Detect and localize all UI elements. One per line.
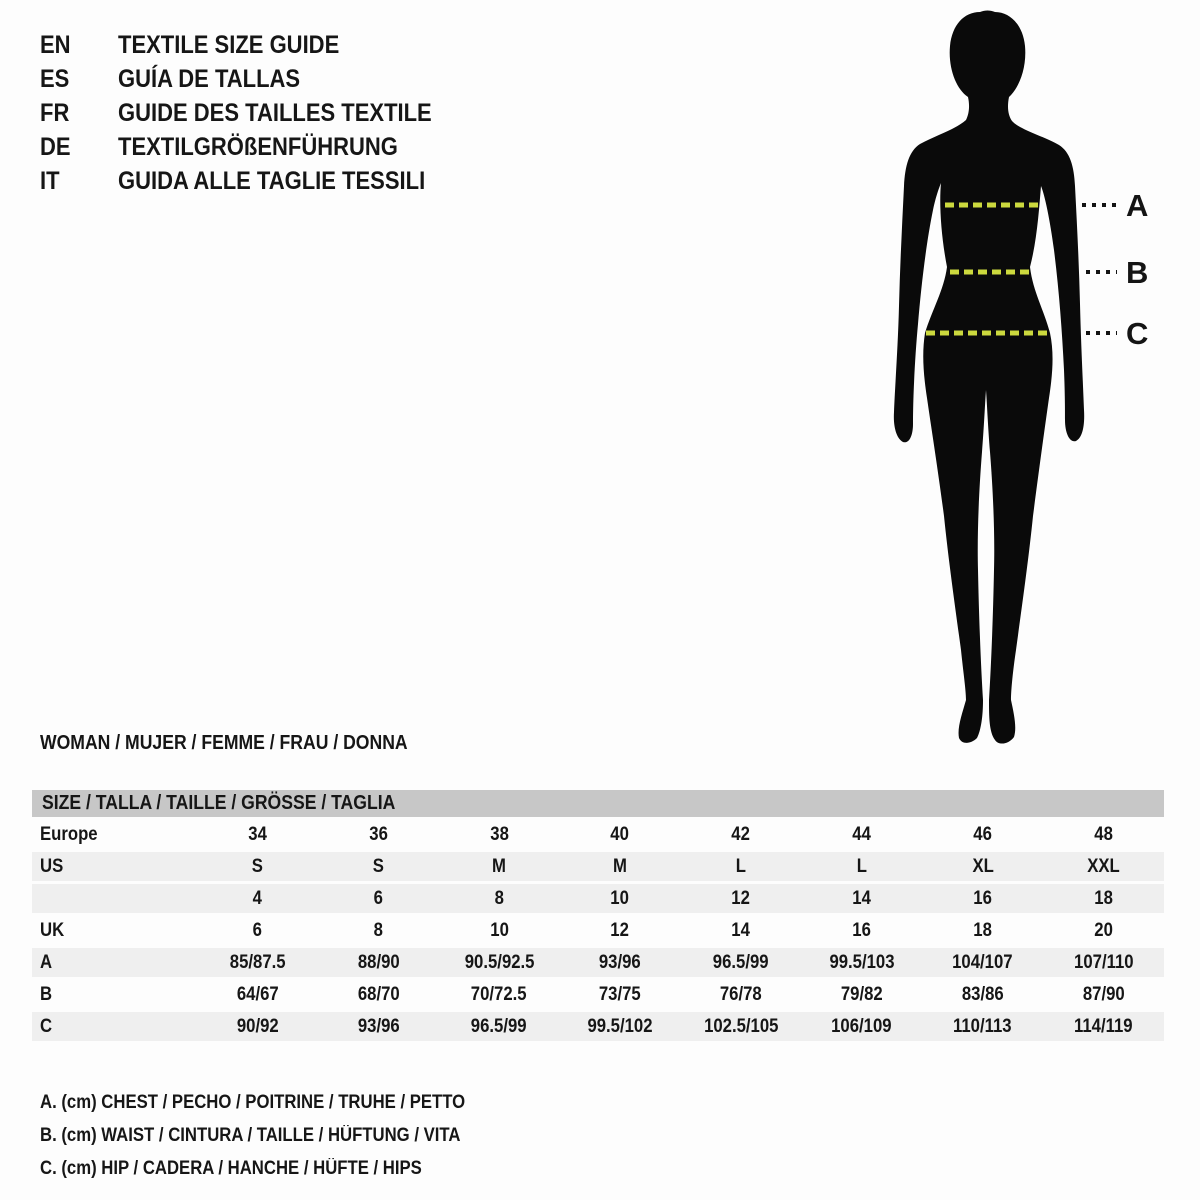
size-value-cell: 64/67 bbox=[236, 983, 279, 1005]
size-value-cell: 99.5/102 bbox=[587, 1015, 653, 1037]
language-code: EN bbox=[40, 30, 71, 59]
size-value-cell: 38 bbox=[489, 823, 509, 845]
row-label: C bbox=[40, 1015, 53, 1037]
language-title-row bbox=[40, 130, 475, 164]
woman-body-silhouette bbox=[894, 11, 1084, 744]
measure-label-c: C bbox=[1126, 316, 1149, 351]
table-row bbox=[32, 820, 1164, 849]
legend-line: B. (cm) WAIST / CINTURA / TAILLE / HÜFTUNG / VITA bbox=[40, 1124, 461, 1146]
table-row bbox=[32, 980, 1164, 1009]
size-value-cell: 12 bbox=[731, 887, 751, 909]
language-code: ES bbox=[40, 64, 70, 93]
size-value-cell: 48 bbox=[1094, 823, 1113, 845]
measurement-legend bbox=[40, 1086, 523, 1185]
size-value-cell: M bbox=[613, 855, 628, 877]
measure-label-b: B bbox=[1126, 255, 1149, 290]
size-value-cell: 68/70 bbox=[357, 983, 400, 1005]
size-value-cell: S bbox=[251, 855, 264, 877]
size-value-cell: 110/113 bbox=[953, 1015, 1012, 1037]
size-value-cell: 83/86 bbox=[961, 983, 1004, 1005]
row-label: UK bbox=[40, 919, 65, 941]
size-value-cell: 18 bbox=[973, 919, 992, 941]
size-table-body bbox=[32, 820, 1164, 1041]
size-value-cell: 6 bbox=[373, 887, 383, 909]
language-title-row bbox=[40, 28, 475, 62]
size-value-cell: 114/119 bbox=[1074, 1015, 1133, 1037]
guide-title-text: GUIDE DES TAILLES TEXTILE bbox=[118, 98, 432, 127]
size-value-cell: 102.5/105 bbox=[703, 1015, 779, 1037]
legend-line: A. (cm) CHEST / PECHO / POITRINE / TRUHE / PETTO bbox=[40, 1091, 466, 1113]
size-value-cell: 87/90 bbox=[1082, 983, 1125, 1005]
gender-section-title: WOMAN / MUJER / FEMME / FRAU / DONNA bbox=[40, 732, 408, 754]
size-value-cell: 4 bbox=[252, 887, 263, 909]
guide-title-text: TEXTILE SIZE GUIDE bbox=[118, 30, 340, 59]
size-value-cell: 6 bbox=[252, 919, 263, 941]
size-value-cell: 44 bbox=[852, 823, 872, 845]
size-value-cell: 16 bbox=[852, 919, 872, 941]
measure-label-a: A bbox=[1126, 188, 1149, 223]
language-code: DE bbox=[40, 132, 71, 161]
size-value-cell: 14 bbox=[852, 887, 872, 909]
size-value-cell: 46 bbox=[973, 823, 992, 845]
size-value-cell: 96.5/99 bbox=[471, 1015, 528, 1037]
row-label: B bbox=[40, 983, 53, 1005]
size-value-cell: 79/82 bbox=[840, 983, 883, 1005]
size-value-cell: 106/109 bbox=[831, 1015, 893, 1037]
language-title-block bbox=[40, 28, 475, 198]
size-value-cell: XL bbox=[972, 855, 994, 877]
size-value-cell: 12 bbox=[610, 919, 630, 941]
size-value-cell: 36 bbox=[369, 823, 388, 845]
size-value-cell: 10 bbox=[489, 919, 509, 941]
guide-title-text: TEXTILGRÖßENFÜHRUNG bbox=[118, 132, 398, 161]
size-value-cell: S bbox=[372, 855, 384, 877]
size-value-cell: 8 bbox=[494, 887, 504, 909]
size-value-cell: 99.5/103 bbox=[829, 951, 895, 973]
row-label: A bbox=[40, 951, 53, 973]
size-table-header: SIZE / TALLA / TAILLE / GRÖSSE / TAGLIA bbox=[32, 790, 1164, 817]
size-value-cell: 34 bbox=[248, 823, 267, 845]
size-value-cell: 90/92 bbox=[236, 1015, 279, 1037]
table-row bbox=[32, 852, 1164, 881]
size-value-cell: XXL bbox=[1087, 855, 1120, 877]
size-value-cell: 85/87.5 bbox=[229, 951, 286, 973]
size-value-cell: 42 bbox=[731, 823, 751, 845]
table-row bbox=[32, 948, 1164, 977]
size-value-cell: 96.5/99 bbox=[713, 951, 769, 973]
size-value-cell: 93/96 bbox=[599, 951, 641, 973]
guide-title-text: GUÍA DE TALLAS bbox=[118, 64, 301, 93]
row-label: US bbox=[40, 855, 64, 877]
size-value-cell: 20 bbox=[1094, 919, 1113, 941]
size-value-cell: 88/90 bbox=[357, 951, 400, 973]
size-value-cell: 107/110 bbox=[1073, 951, 1134, 973]
language-title-row bbox=[40, 96, 475, 130]
guide-title-text: GUIDA ALLE TAGLIE TESSILI bbox=[118, 166, 426, 195]
language-title-row bbox=[40, 62, 475, 96]
size-value-cell: 16 bbox=[973, 887, 992, 909]
language-code: IT bbox=[40, 166, 60, 195]
size-value-cell: M bbox=[492, 855, 507, 877]
woman-silhouette-figure bbox=[860, 0, 1180, 750]
size-table bbox=[32, 790, 1164, 1044]
size-value-cell: 93/96 bbox=[357, 1015, 400, 1037]
size-value-cell: 76/78 bbox=[720, 983, 762, 1005]
table-row bbox=[32, 916, 1164, 945]
size-value-cell: 8 bbox=[373, 919, 383, 941]
table-row bbox=[32, 1012, 1164, 1041]
row-label: Europe bbox=[40, 823, 98, 845]
silhouette-svg bbox=[860, 0, 1180, 750]
size-value-cell: 10 bbox=[610, 887, 630, 909]
size-value-cell: L bbox=[735, 855, 747, 877]
size-value-cell: 104/107 bbox=[952, 951, 1013, 973]
size-value-cell: 73/75 bbox=[599, 983, 641, 1005]
size-value-cell: 18 bbox=[1094, 887, 1113, 909]
size-value-cell: L bbox=[856, 855, 867, 877]
legend-line: C. (cm) HIP / CADERA / HANCHE / HÜFTE / HIPS bbox=[40, 1157, 422, 1179]
size-value-cell: 90.5/92.5 bbox=[464, 951, 535, 973]
language-title-row bbox=[40, 164, 475, 198]
language-code: FR bbox=[40, 98, 70, 127]
size-value-cell: 40 bbox=[610, 823, 630, 845]
size-value-cell: 14 bbox=[731, 919, 751, 941]
size-value-cell: 70/72.5 bbox=[471, 983, 528, 1005]
table-row bbox=[32, 884, 1164, 913]
